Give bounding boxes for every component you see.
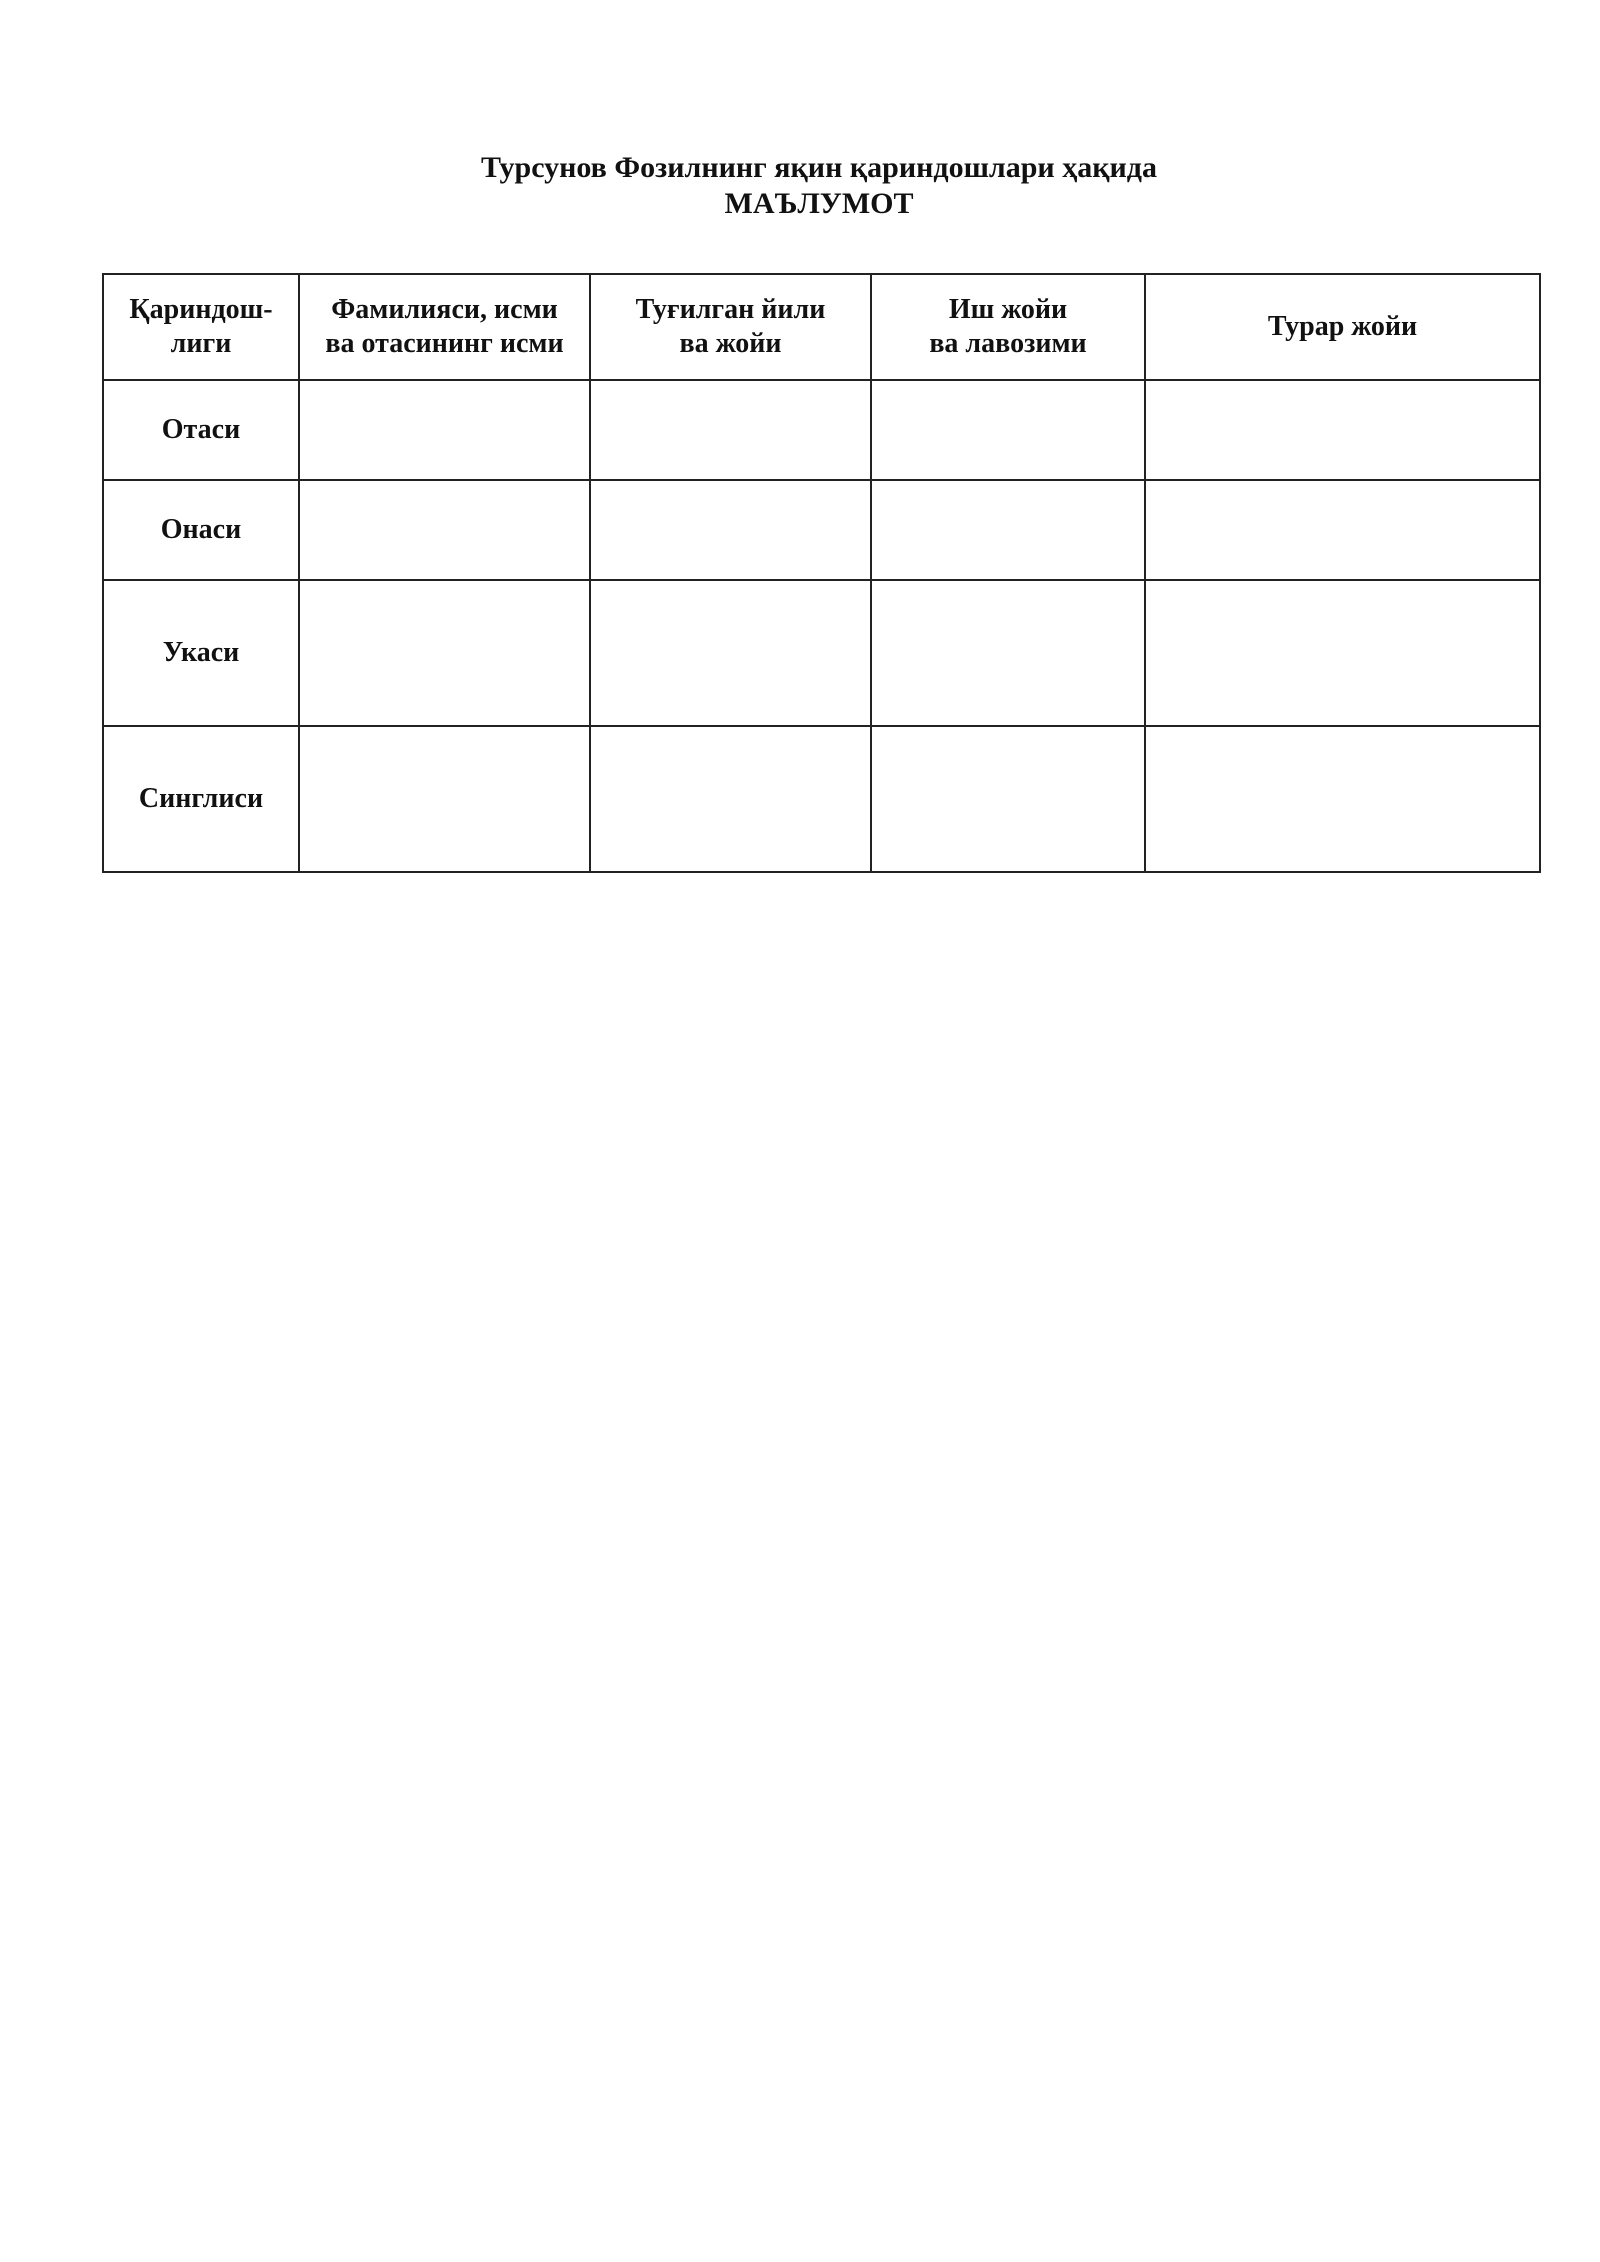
work-cell [871, 480, 1145, 580]
residence-cell [1145, 380, 1540, 480]
work-cell [871, 380, 1145, 480]
residence-cell [1145, 726, 1540, 872]
header-work: Иш жойи ва лавозими [871, 274, 1145, 380]
header-birth: Туғилган йили ва жойи [590, 274, 871, 380]
full-name-cell [299, 480, 590, 580]
birth-cell [590, 726, 871, 872]
residence-cell [1145, 580, 1540, 726]
relation-cell: Онаси [103, 480, 299, 580]
title-line-1: Турсунов Фозилнинг яқин қариндошлари ҳақида [481, 151, 1157, 184]
header-full-name: Фамилияси, исми ва отасининг исми [299, 274, 590, 380]
table-header-row [103, 274, 1540, 380]
full-name-cell [299, 580, 590, 726]
relation-cell: Синглиси [103, 726, 299, 872]
header-relation: Қариндош- лиги [103, 274, 299, 380]
document-title [0, 150, 1600, 222]
relation-cell: Отаси [103, 380, 299, 480]
title-line-2: МАЪЛУМОТ [724, 187, 914, 220]
relation-cell: Укаси [103, 580, 299, 726]
birth-cell [590, 580, 871, 726]
table-row [103, 580, 1540, 726]
table-row [103, 726, 1540, 872]
birth-cell [590, 380, 871, 480]
full-name-cell [299, 380, 590, 480]
header-residence: Турар жойи [1145, 274, 1540, 380]
full-name-cell [299, 726, 590, 872]
birth-cell [590, 480, 871, 580]
relatives-table [102, 273, 1541, 873]
table-row [103, 480, 1540, 580]
work-cell [871, 726, 1145, 872]
table-row [103, 380, 1540, 480]
work-cell [871, 580, 1145, 726]
residence-cell [1145, 480, 1540, 580]
